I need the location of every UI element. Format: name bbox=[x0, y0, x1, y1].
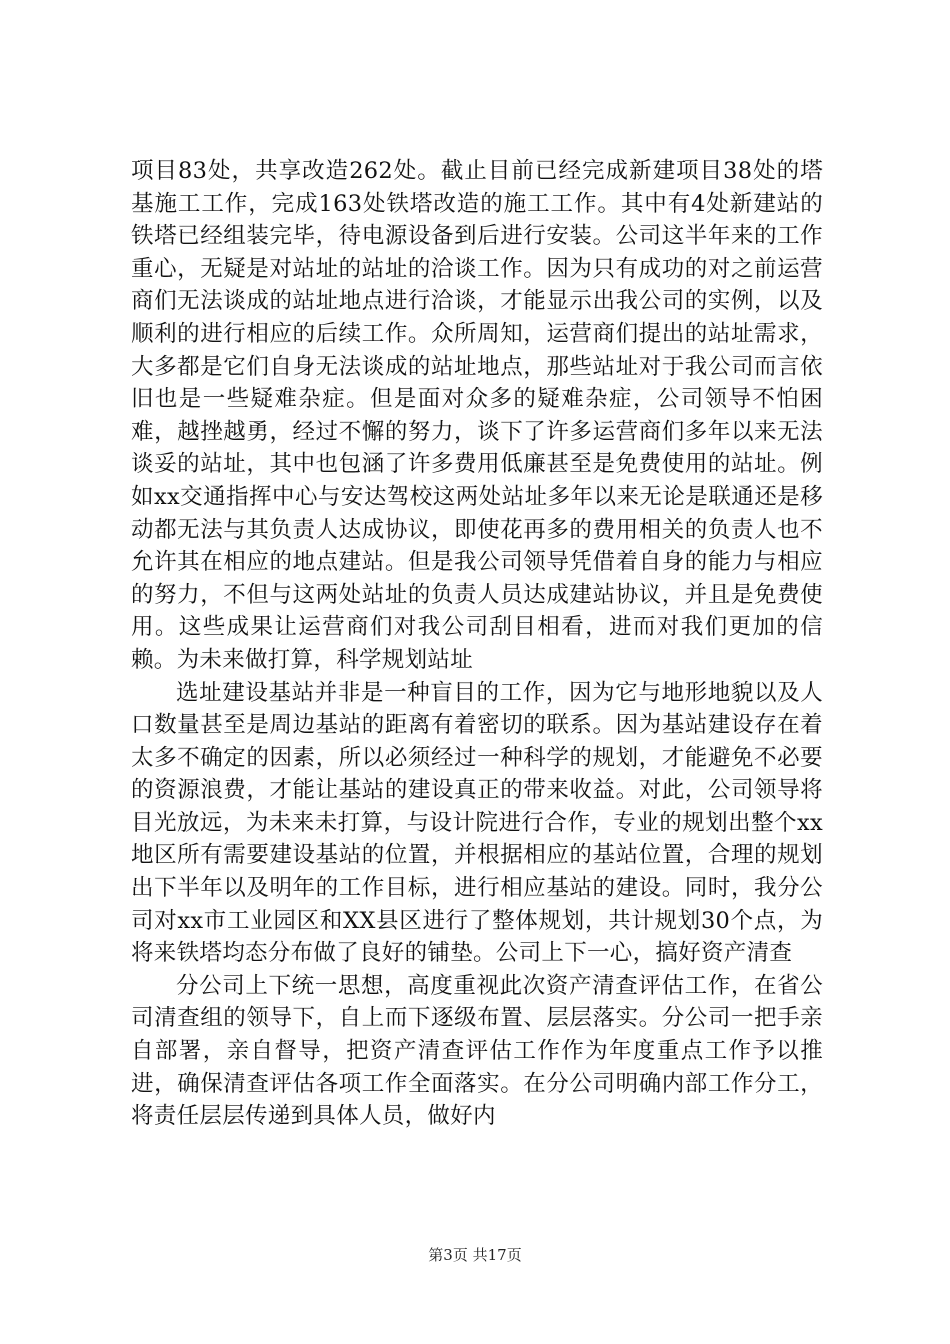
paragraph-2: 选址建设基站并非是一种盲目的工作，因为它与地形地貌以及人口数量甚至是周边基站的距离有着密切的联系。因为基站建设存在着太多不确定的因素，所以必须经过一种科学的规划，才能避免不必要的资源浪费，才能让基站的建设真正的带来收益。对此，公司领导将目光放远，为未来未打算，与设计院进行合作，专业的规划出整个xx地区所有需要建设基站的位置，并根据相应的基站位置，合理的规划出下半年以及明年的工作目标，进行相应基站的建设。同时，我分公司对xx市工业园区和XX县区进行了整体规划，共计规划30个点，为将来铁塔均态分布做了良好的铺垫。公司上下一心，搞好资产清查 bbox=[131, 679, 823, 967]
page-number-footer: 第3页 共17页 bbox=[428, 1246, 522, 1264]
document-body bbox=[131, 155, 823, 1133]
paragraph-3: 分公司上下统一思想，高度重视此次资产清查评估工作，在省公司清查组的领导下，自上而下逐级布置、层层落实。分公司一把手亲自部署，亲自督导，把资产清查评估工作作为年度重点工作予以推进，确保清查评估各项工作全面落实。在分公司明确内部工作分工，将责任层层传递到具体人员，做好内 bbox=[131, 972, 823, 1130]
paragraph-1: 项目83处，共享改造262处。截止目前已经完成新建项目38处的塔基施工工作，完成163处铁塔改造的施工工作。其中有4处新建站的铁塔已经组装完毕，待电源设备到后进行安装。公司这半年来的工作重心，无疑是对站址的站址的洽谈工作。因为只有成功的对之前运营商们无法谈成的站址地点进行洽谈，才能显示出我公司的实例，以及顺利的进行相应的后续工作。众所周知，运营商们提出的站址需求，大多都是它们自身无法谈成的站址地点，那些站址对于我公司而言依旧也是一些疑难杂症。但是面对众多的疑难杂症，公司领导不怕困难，越挫越勇，经过不懈的努力，谈下了许多运营商们多年以来无法谈妥的站址，其中也包涵了许多费用低廉甚至是免费使用的站址。例如xx交通指挥中心与安达驾校这两处站址多年以来无论是联通还是移动都无法与其负责人达成协议，即使花再多的费用相关的负责人也不允许其在相应的地点建站。但是我公司领导凭借着自身的能力与相应的努力，不但与这两处站址的负责人员达成建站协议，并且是免费使用。这些成果让运营商们对我公司刮目相看，进而对我们更加的信赖。为未来做打算，科学规划站址 bbox=[131, 158, 823, 673]
